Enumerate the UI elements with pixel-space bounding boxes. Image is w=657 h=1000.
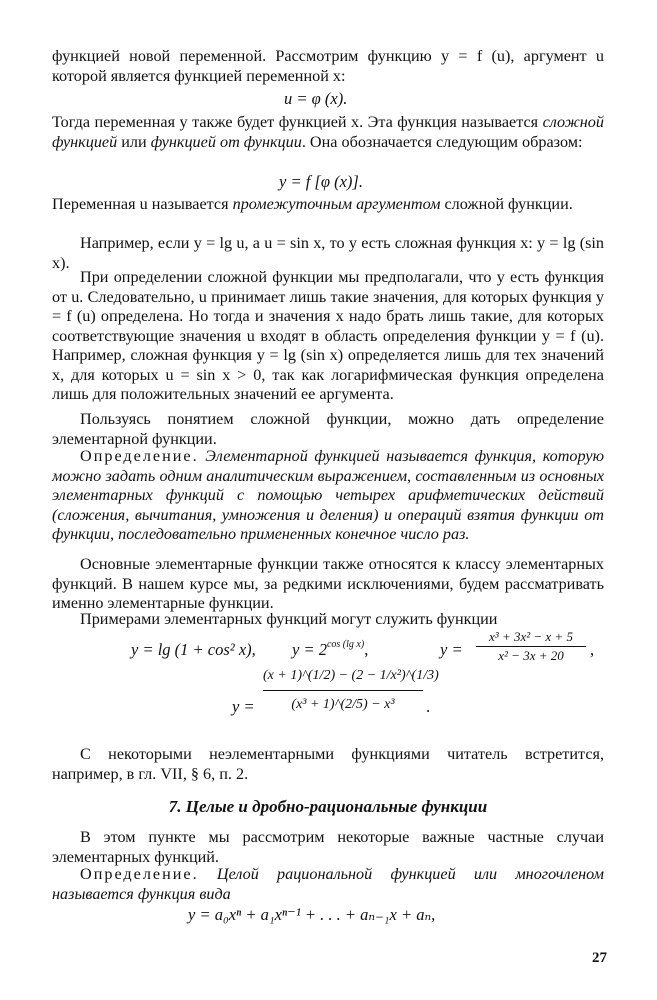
paragraph-9: С некоторыми неэлементарными функциями читатель встретится, например, в гл. VII, § 6, п. 2. bbox=[52, 745, 604, 783]
formula-big-fraction: (x + 1)^(1/2) − (2 − 1/x²)^(1/3) (x³ + 1)^(2/5) − x³ bbox=[263, 668, 439, 712]
paragraph-10: В этом пункте мы рассмотрим некоторые важные частные случаи элементарных функций. bbox=[52, 828, 604, 866]
paragraph-7: Основные элементарные функции также относятся к классу элементарных функций. В нашем курсе мы, за редкими исключениями, будем рассматривать именно элементарные функции. bbox=[52, 555, 604, 612]
definition-2-text: Целой рациональной функцией или многочленом называется функция вида bbox=[52, 865, 604, 903]
definition-elementary bbox=[52, 447, 604, 545]
formula-ex2: $y = 2^{cos (lg x)}$, bbox=[292, 638, 369, 659]
formula-polynomial: y = a₀xⁿ + a₁xⁿ⁻¹ + . . . + aₙ₋₁x + aₙ, bbox=[188, 905, 436, 924]
definition-label: Определение. bbox=[80, 447, 199, 465]
term-intermediate-argument: промежуточным аргументом bbox=[232, 195, 441, 213]
formula-ex3-fraction: x³ + 3x² − x + 5 x² − 3x + 20 bbox=[476, 629, 586, 664]
term-function-of-function: функцией от функции bbox=[150, 132, 302, 151]
paragraph-2: Тогда переменная y также будет функцией x. Эта функция называется сложной функцией или функцией от функции. Она обозначается следующим образом: bbox=[52, 113, 604, 151]
definition-polynomial bbox=[52, 865, 604, 904]
paragraph-5: При определении сложной функции мы предполагали, что y есть функция от u. Следовательно, u принимает лишь такие значения, для которых функция y = f (u) определена. Но тогда и значения x надо брать лишь такие, для которых соответствующие значения u входят в область определения функции y = f (u). Например, сложная функция y = lg (sin x) определяется лишь для тех значений x, для которых u = sin x > 0, так как логарифмическая функция определена лишь для положительных значений ее аргумента. bbox=[52, 268, 604, 403]
formula-composite: y = f [φ (x)]. bbox=[279, 172, 363, 191]
formula-big-period: . bbox=[426, 697, 431, 716]
definition-2-label: Определение. bbox=[80, 865, 199, 883]
paragraph-1-text: функцией новой переменной. Рассмотрим функцию y = f (u), аргумент u которой является функцией переменной x: bbox=[52, 47, 604, 85]
formula-ex3-comma: , bbox=[590, 640, 595, 659]
section-title: 7. Целые и дробно-рациональные функции bbox=[168, 797, 488, 816]
formula-ex1: y = lg (1 + cos² x), bbox=[131, 640, 256, 659]
term-composite-function: сложной функцией bbox=[52, 113, 604, 151]
page-number: 27 bbox=[592, 950, 607, 966]
formula-u-phi: u = φ (x). bbox=[284, 89, 348, 108]
paragraph-4: Например, если y = lg u, а u = sin x, то y есть сложная функция x: y = lg (sin x). bbox=[52, 234, 604, 272]
definition-text: Элементарной функцией называется функция, которую можно задать одним аналитическим выражением, составленным из основных элементарных функций с помощью четырех арифметических действий (сложения, вычитания, умножения и деления) и операций взятия функции от функции, последовательно примененных конечное число раз. bbox=[52, 447, 604, 543]
formula-big-lhs: y = bbox=[232, 697, 255, 716]
paragraph-1 bbox=[52, 47, 604, 86]
paragraph-8: Примерами элементарных функций могут служить функции bbox=[80, 610, 498, 628]
paragraph-6: Пользуясь понятием сложной функции, можно дать определение элементарной функции. bbox=[52, 410, 604, 448]
formula-ex3: y = bbox=[440, 640, 463, 659]
paragraph-3: Переменная u называется промежуточным аргументом сложной функции. bbox=[52, 195, 573, 213]
